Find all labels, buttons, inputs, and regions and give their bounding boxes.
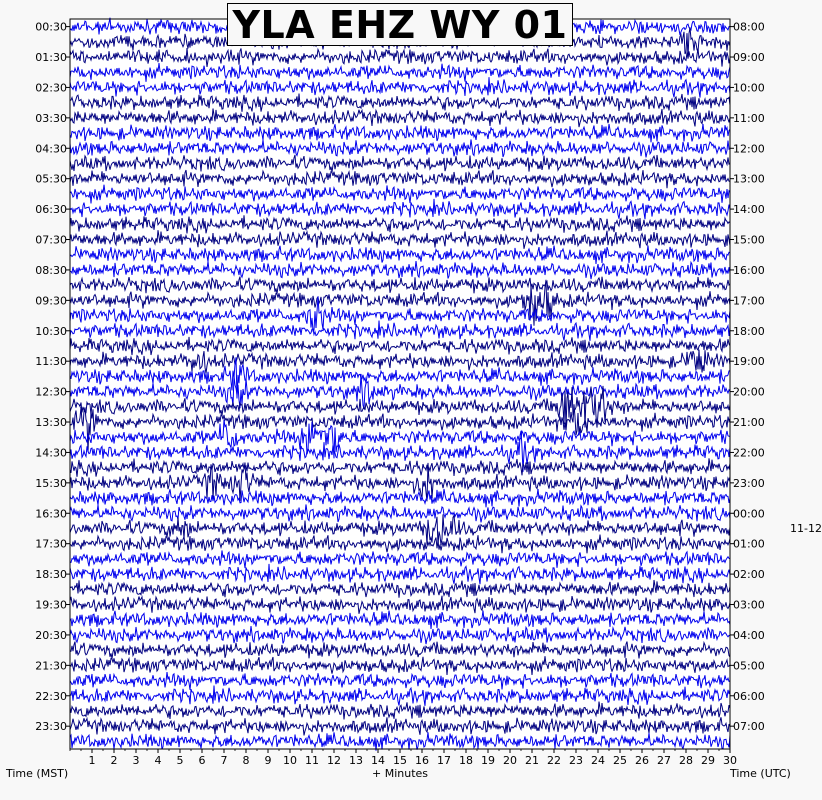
right-tick-label-19: 03:00 — [733, 598, 765, 612]
x-tick-label-8: 8 — [242, 754, 250, 767]
right-tick-label-16: 00:00 — [733, 507, 765, 521]
left-tick-label-7: 07:30 — [35, 233, 67, 247]
right-tick-label-12: 20:00 — [733, 385, 765, 399]
left-tick-label-1: 01:30 — [35, 51, 67, 65]
x-tick-label-16: 16 — [415, 754, 429, 767]
right-tick-label-3: 11:00 — [733, 111, 765, 125]
left-tick-label-14: 14:30 — [35, 446, 67, 460]
x-tick-label-4: 4 — [154, 754, 162, 767]
right-tick-label-5: 13:00 — [733, 172, 765, 186]
station-title: YLA EHZ WY 01 — [227, 3, 573, 46]
left-tick-label-22: 22:30 — [35, 689, 67, 703]
left-tick-label-0: 00:30 — [35, 20, 67, 34]
left-tick-label-23: 23:30 — [35, 720, 67, 734]
left-tick-label-20: 20:30 — [35, 628, 67, 642]
left-tick-label-9: 09:30 — [35, 294, 67, 308]
x-tick-label-29: 29 — [701, 754, 715, 767]
right-tick-label-9: 17:00 — [733, 294, 765, 308]
right-tick-label-15: 23:00 — [733, 476, 765, 490]
left-tick-label-17: 17:30 — [35, 537, 67, 551]
x-tick-label-13: 13 — [349, 754, 363, 767]
right-tick-label-18: 02:00 — [733, 568, 765, 582]
x-tick-label-28: 28 — [679, 754, 693, 767]
right-tick-label-0: 08:00 — [733, 20, 765, 34]
right-axis-label: Time (UTC) — [730, 767, 791, 780]
left-tick-label-10: 10:30 — [35, 324, 67, 338]
right-tick-label-7: 15:00 — [733, 233, 765, 247]
left-tick-label-12: 12:30 — [35, 385, 67, 399]
x-tick-label-5: 5 — [176, 754, 184, 767]
x-tick-label-24: 24 — [591, 754, 605, 767]
left-tick-label-2: 02:30 — [35, 81, 67, 95]
left-tick-label-3: 03:30 — [35, 111, 67, 125]
right-tick-label-8: 16:00 — [733, 263, 765, 277]
left-tick-label-4: 04:30 — [35, 142, 67, 156]
left-tick-label-11: 11:30 — [35, 355, 67, 369]
x-tick-label-20: 20 — [503, 754, 517, 767]
x-tick-label-26: 26 — [635, 754, 649, 767]
x-tick-label-27: 27 — [657, 754, 671, 767]
x-tick-label-6: 6 — [198, 754, 206, 767]
right-tick-label-20: 04:00 — [733, 628, 765, 642]
x-tick-label-17: 17 — [437, 754, 451, 767]
x-tick-label-14: 14 — [371, 754, 385, 767]
left-tick-label-21: 21:30 — [35, 659, 67, 673]
x-tick-label-10: 10 — [283, 754, 297, 767]
x-tick-label-25: 25 — [613, 754, 627, 767]
x-tick-label-7: 7 — [220, 754, 228, 767]
right-tick-label-6: 14:00 — [733, 203, 765, 217]
x-tick-label-9: 9 — [264, 754, 272, 767]
left-tick-label-19: 19:30 — [35, 598, 67, 612]
left-tick-label-13: 13:30 — [35, 416, 67, 430]
x-tick-label-21: 21 — [525, 754, 539, 767]
next-date-label: 11-12 — [790, 522, 822, 535]
right-tick-label-4: 12:00 — [733, 142, 765, 156]
right-tick-label-14: 22:00 — [733, 446, 765, 460]
x-tick-label-12: 12 — [327, 754, 341, 767]
right-tick-label-22: 06:00 — [733, 689, 765, 703]
x-tick-label-23: 23 — [569, 754, 583, 767]
left-tick-label-8: 08:30 — [35, 263, 67, 277]
left-tick-label-16: 16:30 — [35, 507, 67, 521]
left-axis-label: Time (MST) — [6, 767, 69, 780]
right-tick-label-10: 18:00 — [733, 324, 765, 338]
right-tick-label-21: 05:00 — [733, 659, 765, 673]
x-tick-label-19: 19 — [481, 754, 495, 767]
left-tick-label-5: 05:30 — [35, 172, 67, 186]
left-tick-label-18: 18:30 — [35, 568, 67, 582]
x-tick-label-15: 15 — [393, 754, 407, 767]
right-tick-label-17: 01:00 — [733, 537, 765, 551]
x-tick-label-2: 2 — [110, 754, 118, 767]
x-tick-label-11: 11 — [305, 754, 319, 767]
x-axis-label: + Minutes — [372, 767, 429, 780]
right-tick-label-13: 21:00 — [733, 416, 765, 430]
right-tick-label-2: 10:00 — [733, 81, 765, 95]
x-tick-label-18: 18 — [459, 754, 473, 767]
left-tick-label-15: 15:30 — [35, 476, 67, 490]
x-tick-label-1: 1 — [88, 754, 96, 767]
x-tick-label-22: 22 — [547, 754, 561, 767]
x-tick-label-3: 3 — [132, 754, 140, 767]
right-tick-label-11: 19:00 — [733, 355, 765, 369]
plot-area — [70, 19, 730, 749]
x-tick-label-30: 30 — [723, 754, 737, 767]
right-tick-label-1: 09:00 — [733, 51, 765, 65]
right-tick-label-23: 07:00 — [733, 720, 765, 734]
left-tick-label-6: 06:30 — [35, 203, 67, 217]
